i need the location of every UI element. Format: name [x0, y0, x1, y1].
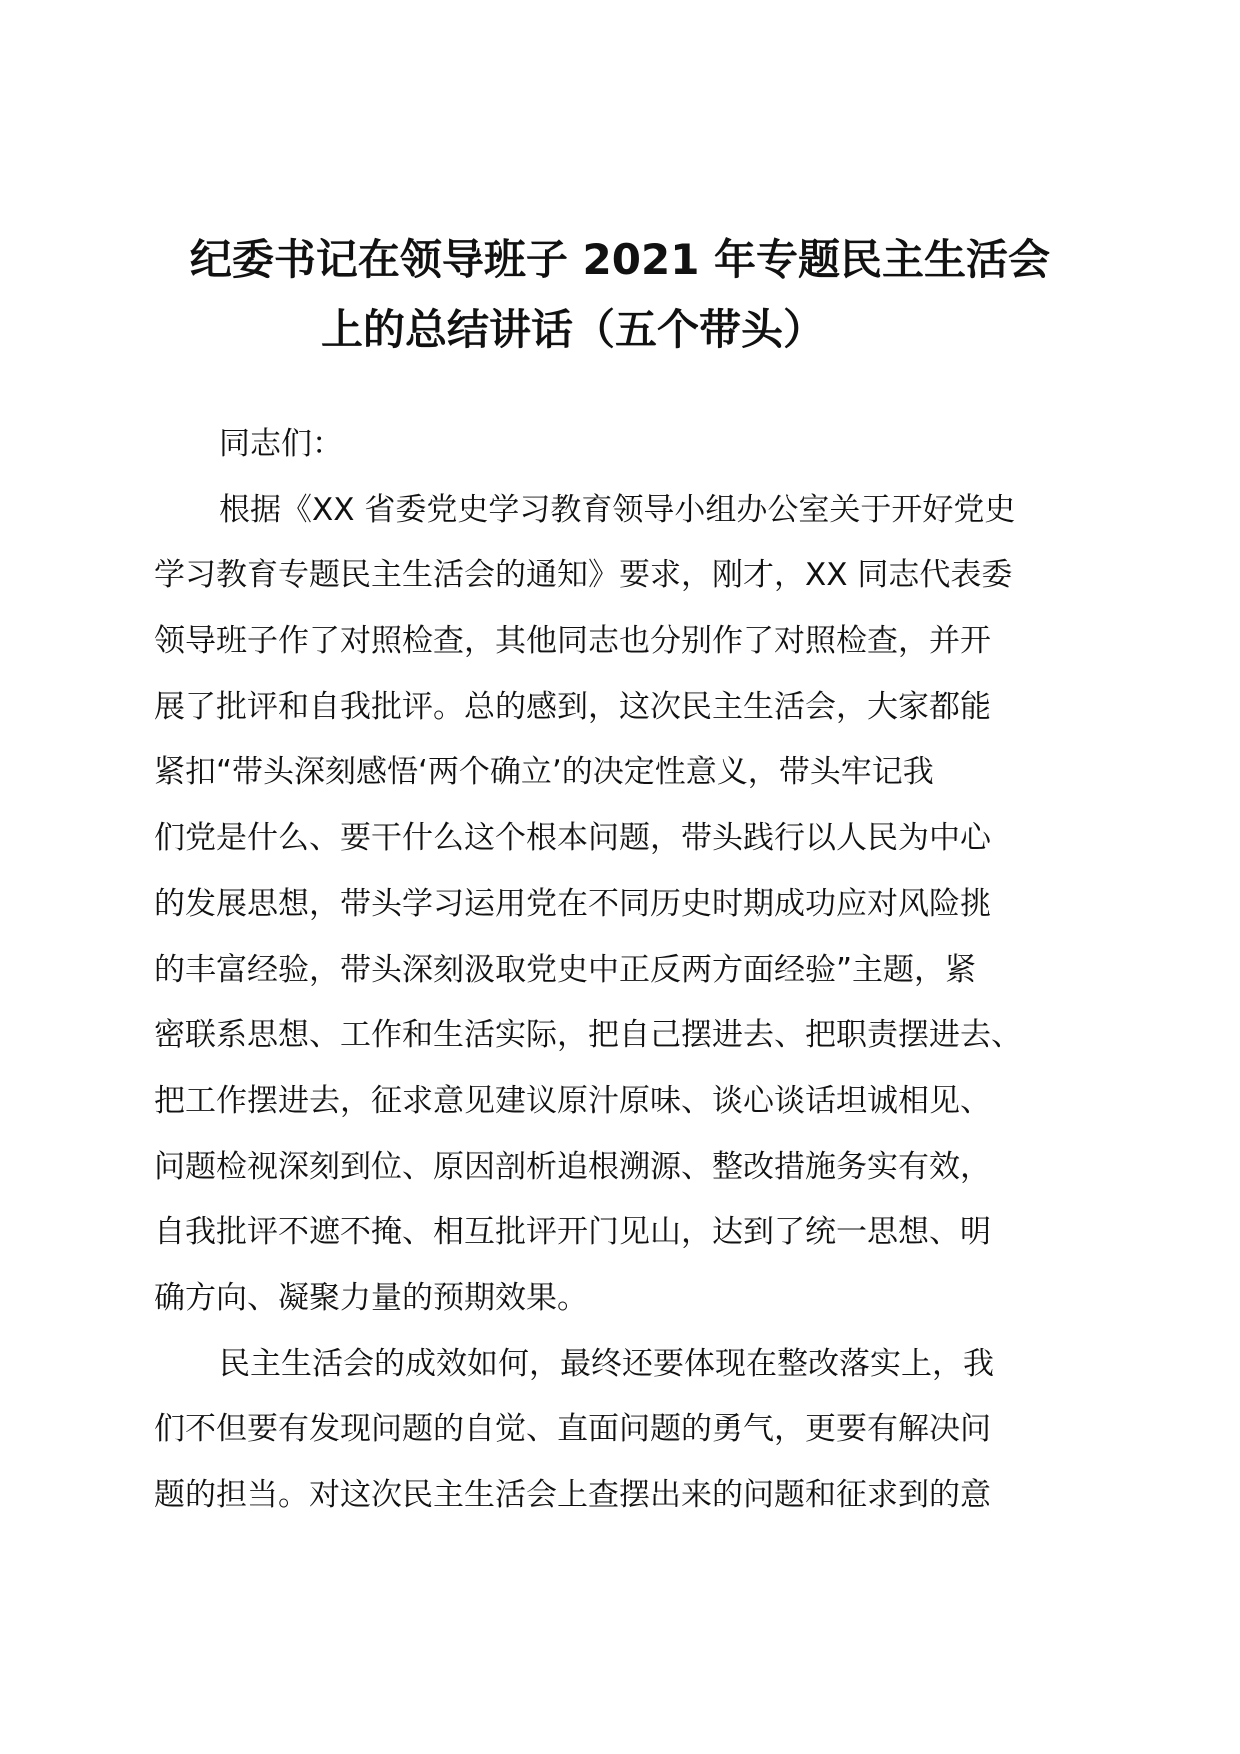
paragraph-1-line-11: 问题检视深刻到位、原因剖析追根溯源、整改措施务实有效，	[154, 1148, 991, 1185]
paragraph-1-line-9: 密联系思想、工作和生活实际，把自己摆进去、把职责摆进去、	[154, 1017, 1022, 1054]
paragraph-1-line-1: 根据《XX 省委党史学习教育领导小组办公室关于开好党史	[219, 491, 1016, 528]
salutation: 同志们：	[219, 426, 343, 462]
paragraph-1-line-6: 们党是什么、要干什么这个根本问题，带头践行以人民为中心	[154, 820, 991, 857]
paragraph-2-line-3: 题的担当。对这次民主生活会上查摆出来的问题和征求到的意	[154, 1477, 991, 1513]
paragraph-1-line-10: 把工作摆进去，征求意见建议原汁原味、谈心谈话坦诚相见、	[154, 1082, 991, 1119]
paragraph-2-line-2: 们不但要有发现问题的自觉、直面问题的勇气，更要有解决问	[154, 1411, 991, 1448]
paragraph-1-line-4: 展了批评和自我批评。总的感到，这次民主生活会，大家都能	[154, 688, 991, 725]
document-body	[154, 412, 1094, 1529]
paragraph-1-line-7: 的发展思想，带头学习运用党在不同历史时期成功应对风险挑	[154, 885, 991, 922]
title-line-2: 上的总结讲话（五个带头）	[320, 305, 825, 354]
paragraph-2-line-1: 民主生活会的成效如何，最终还要体现在整改落实上，我	[219, 1345, 994, 1382]
document-title	[140, 225, 1100, 365]
paragraph-1-line-8: 的丰富经验，带头深刻汲取党史中正反两方面经验”主题，紧	[154, 951, 977, 988]
title-line-1: 纪委书记在领导班子 2021 年专题民主生活会	[189, 235, 1051, 284]
paragraph-1-line-3: 领导班子作了对照检查，其他同志也分别作了对照检查，并开	[154, 623, 991, 660]
paragraph-1-line-12: 自我批评不遮不掩、相互批评开门见山，达到了统一思想、明	[154, 1214, 991, 1251]
paragraph-1-line-13: 确方向、凝聚力量的预期效果。	[154, 1279, 588, 1316]
paragraph-1-line-5: 紧扣“带头深刻感悟‘两个确立’的决定性意义，带头牢记我	[154, 754, 934, 791]
paragraph-1-line-2: 学习教育专题民主生活会的通知》要求，刚才，XX 同志代表委	[154, 557, 1013, 594]
